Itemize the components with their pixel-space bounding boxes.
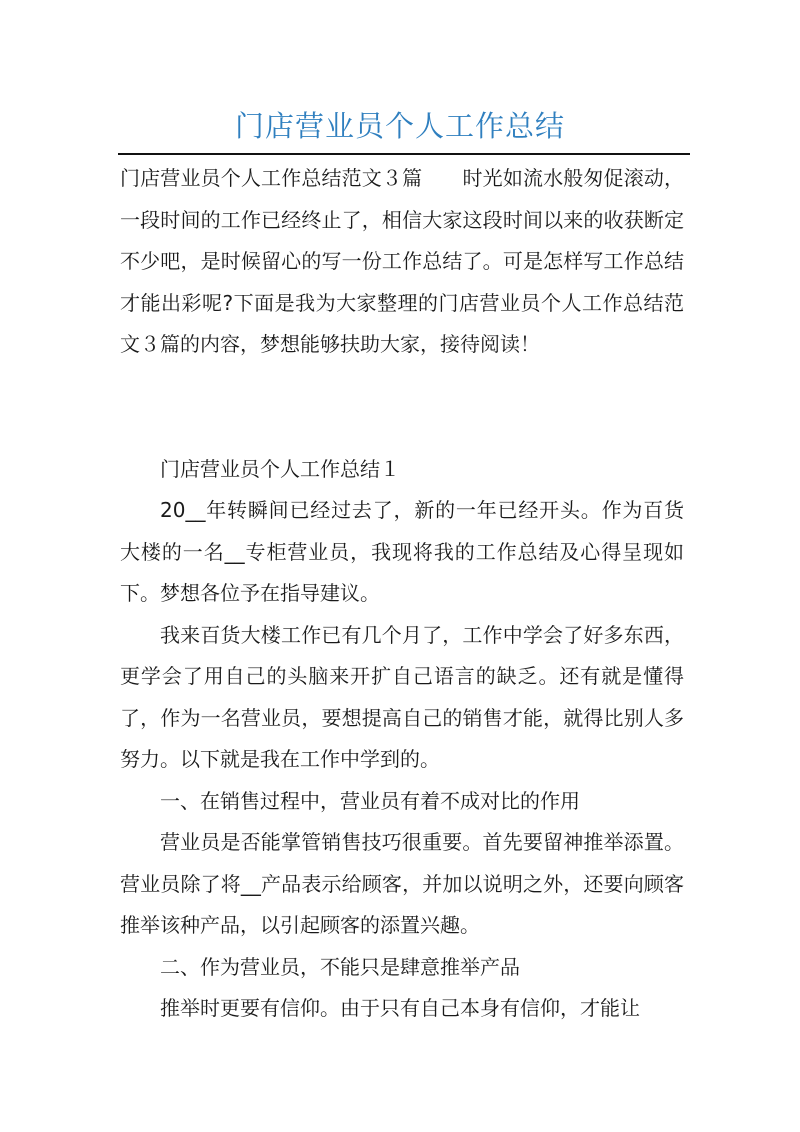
body-paragraph: 20__年转瞬间已经过去了，新的一年已经开头。作为百货大楼的一名__专柜营业员，我现将我的工作总结及心得呈现如下。梦想各位予在指导建议。	[120, 498, 684, 605]
paragraph-spacer	[120, 366, 684, 449]
title-divider	[118, 153, 690, 155]
body-paragraph: 营业员是否能掌管销售技巧很重要。首先要留神推举添置。营业员除了将__产品表示给顾客，并加以说明之外，还要向顾客推举该种产品，以引起顾客的添置兴趣。	[120, 830, 684, 937]
intro-paragraph: 门店营业员个人工作总结范文３篇 时光如流水般匆促滚动，一段时间的工作已经终止了，相信大家这段时间以来的收获断定不少吧，是时候留心的写一份工作总结了。可是怎样写工作总结才能出彩呢?下面是我为大家整理的门店营业员个人工作总结范文３篇的内容，梦想能够扶助大家，接待阅读！	[120, 166, 684, 356]
section-heading: 门店营业员个人工作总结１	[160, 456, 400, 481]
body-paragraph: 推举时更要有信仰。由于只有自己本身有信仰，才能让	[160, 996, 640, 1020]
body-paragraph: 我来百货大楼工作已有几个月了，工作中学会了好多东西，更学会了用自己的头脑来开扩自己语言的缺乏。还有就是懂得了，作为一名营业员，要想提高自己的销售才能，就得比别人多努力。以下就是我在工作中学到的。	[120, 622, 684, 771]
document-body	[120, 158, 684, 1030]
subheading: 二、作为营业员，不能只是肆意推举产品	[160, 954, 520, 979]
document-title: 门店营业员个人工作总结	[234, 109, 565, 143]
subheading: 一、在销售过程中，营业员有着不成对比的作用	[160, 788, 580, 813]
